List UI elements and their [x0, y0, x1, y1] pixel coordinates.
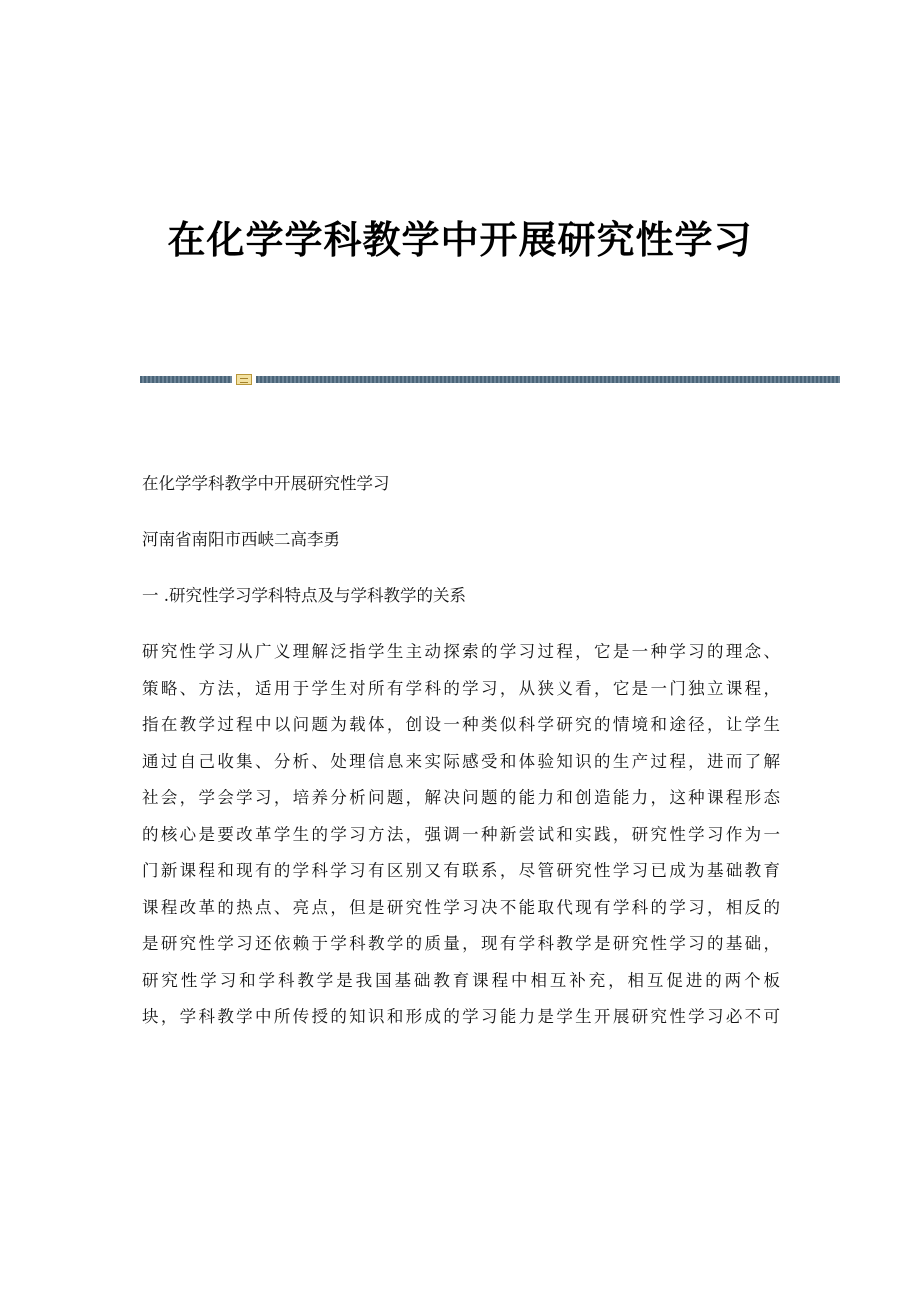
author-line: 河南省南阳市西峡二高李勇 [142, 530, 340, 549]
divider-ornament-icon [236, 374, 252, 385]
document-body [142, 466, 780, 1036]
section-heading: 一 .研究性学习学科特点及与学科教学的关系 [142, 586, 466, 605]
divider-bar-right [256, 376, 840, 383]
paragraph-line: 的核心是要改革学生的学习方法，强调一种新尝试和实践，研究性学习作为一 [142, 824, 780, 844]
divider-bar-left [140, 376, 232, 383]
paragraph-line: 通过自己收集、分析、处理信息来实际感受和体验知识的生产过程，进而了解 [142, 751, 780, 771]
paragraph-line: 策略、方法，适用于学生对所有学科的学习，从狭义看，它是一门独立课程， [142, 678, 780, 698]
paragraph-line: 是研究性学习还依赖于学科教学的质量，现有学科教学是研究性学习的基础， [142, 934, 780, 953]
paragraph-line: 门新课程和现有的学科学习有区别又有联系，尽管研究性学习已成为基础教育 [142, 861, 780, 880]
page-title: 在化学学科教学中开展研究性学习 [167, 217, 753, 262]
paragraph [142, 634, 780, 1036]
paragraph-line: 研究性学习从广义理解泛指学生主动探索的学习过程，它是一种学习的理念、 [142, 642, 780, 661]
paragraph-line: 课程改革的热点、亮点，但是研究性学习决不能取代现有学科的学习，相反的 [142, 897, 780, 917]
paragraph-line: 块，学科教学中所传授的知识和形成的学习能力是学生开展研究性学习必不可 [142, 1007, 780, 1026]
paragraph-line: 指在教学过程中以问题为载体，创设一种类似科学研究的情境和途径，让学生 [142, 715, 780, 734]
title-divider [140, 374, 840, 384]
subtitle: 在化学学科教学中开展研究性学习 [142, 474, 390, 493]
paragraph-line: 社会，学会学习，培养分析问题，解决问题的能力和创造能力，这种课程形态 [142, 788, 780, 807]
paragraph-line: 研究性学习和学科教学是我国基础教育课程中相互补充，相互促进的两个板 [142, 970, 780, 990]
